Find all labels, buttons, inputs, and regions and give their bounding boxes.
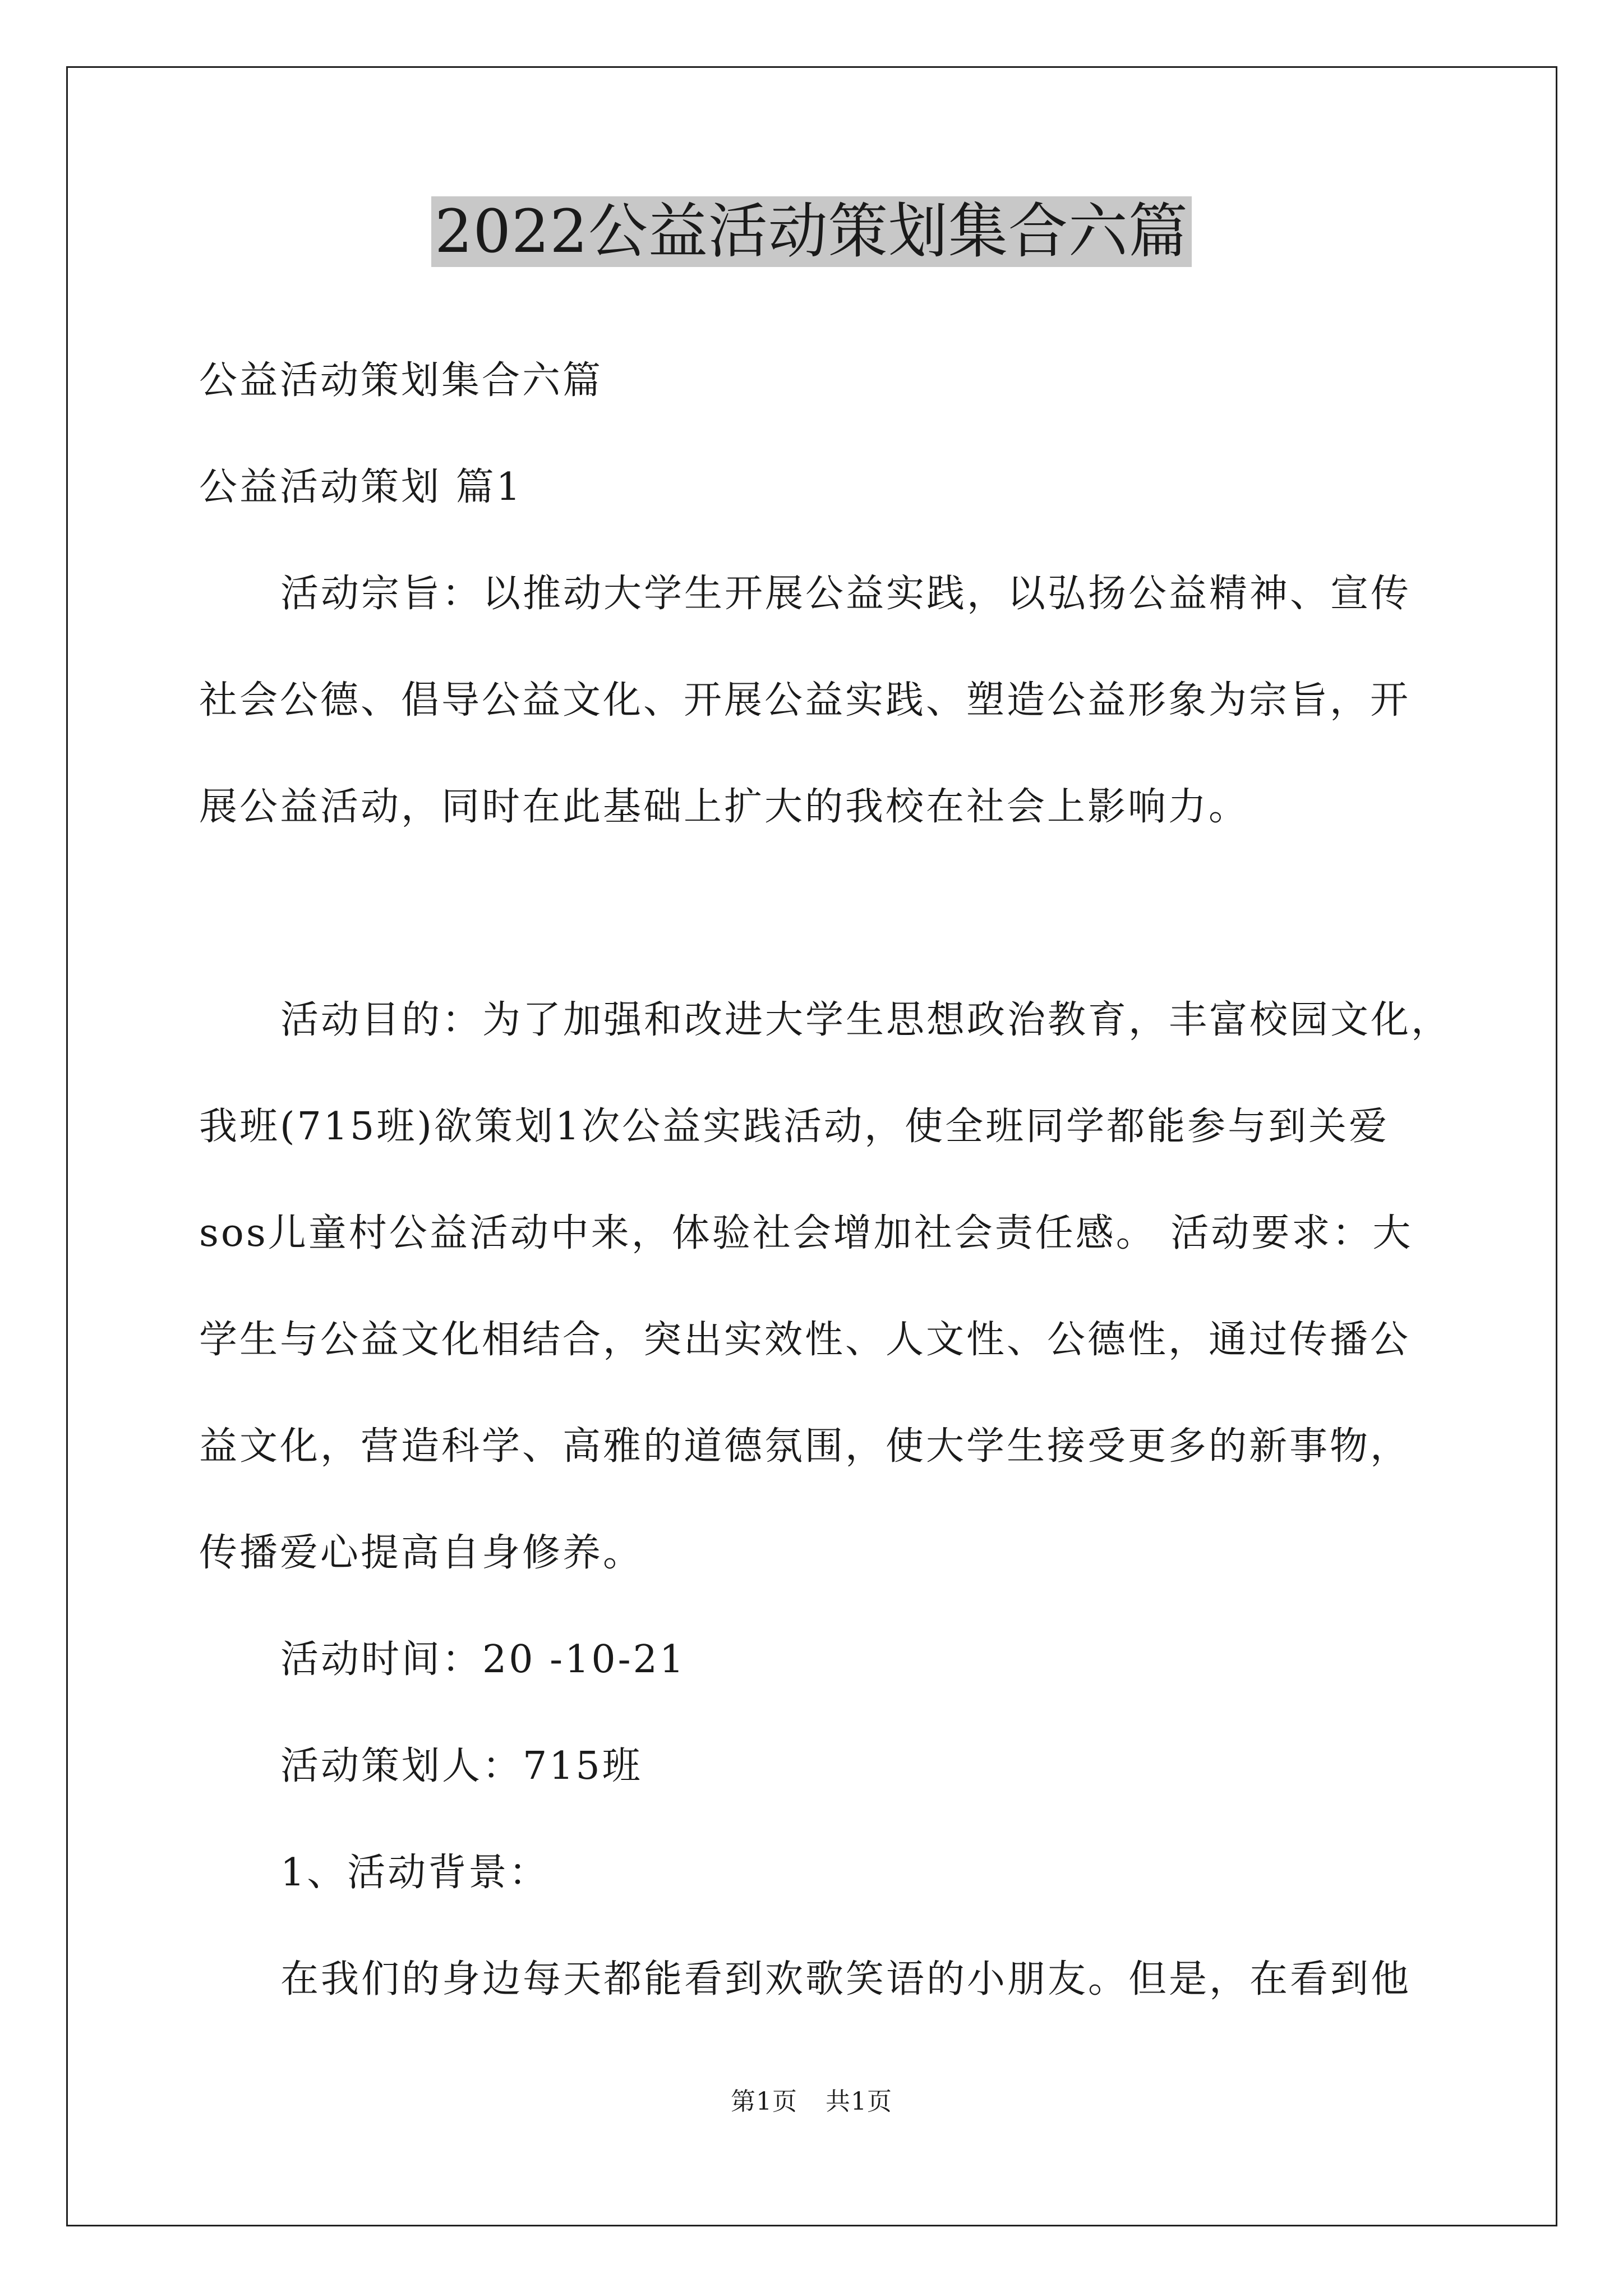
activity-planner: 活动策划人：715班 <box>280 1744 643 1788</box>
page-number: 第1页 <box>731 2087 797 2116</box>
paragraph-line: 展公益活动，同时在此基础上扩大的我校在社会上影响力。 <box>199 785 1249 829</box>
activity-time: 活动时间：20 -10-21 <box>280 1637 686 1682</box>
page-footer <box>0 2087 1623 2116</box>
paragraph-line: 学生与公益文化相结合，突出实效性、人文性、公德性，通过传播公 <box>199 1318 1411 1362</box>
page-total: 共1页 <box>826 2087 892 2116</box>
paragraph-line: 活动目的：为了加强和改进大学生思想政治教育，丰富校园文化， <box>280 998 1452 1042</box>
paragraph-line: sos儿童村公益活动中来，体验社会增加社会责任感。 活动要求：大 <box>199 1211 1413 1255</box>
document-subtitle: 公益活动策划集合六篇 <box>199 358 603 403</box>
paragraph-line: 社会公德、倡导公益文化、开展公益实践、塑造公益形象为宗旨，开 <box>199 678 1411 723</box>
paragraph-line: 传播爱心提高自身修养。 <box>199 1531 644 1575</box>
document-title-text: 2022公益活动策划集合六篇 <box>431 196 1192 267</box>
paragraph-line: 我班(715班)欲策划1次公益实践活动，使全班同学都能参与到关爱 <box>199 1105 1390 1149</box>
document-title <box>0 196 1623 267</box>
paragraph-line: 活动宗旨：以推动大学生开展公益实践，以弘扬公益精神、宣传 <box>280 572 1412 616</box>
section-heading: 公益活动策划 篇1 <box>199 465 523 509</box>
paragraph-line: 益文化，营造科学、高雅的道德氛围，使大学生接受更多的新事物， <box>199 1424 1411 1469</box>
paragraph-line: 在我们的身边每天都能看到欢歌笑语的小朋友。但是，在看到他 <box>280 1957 1412 2001</box>
section-number-heading: 1、活动背景： <box>280 1851 550 1895</box>
